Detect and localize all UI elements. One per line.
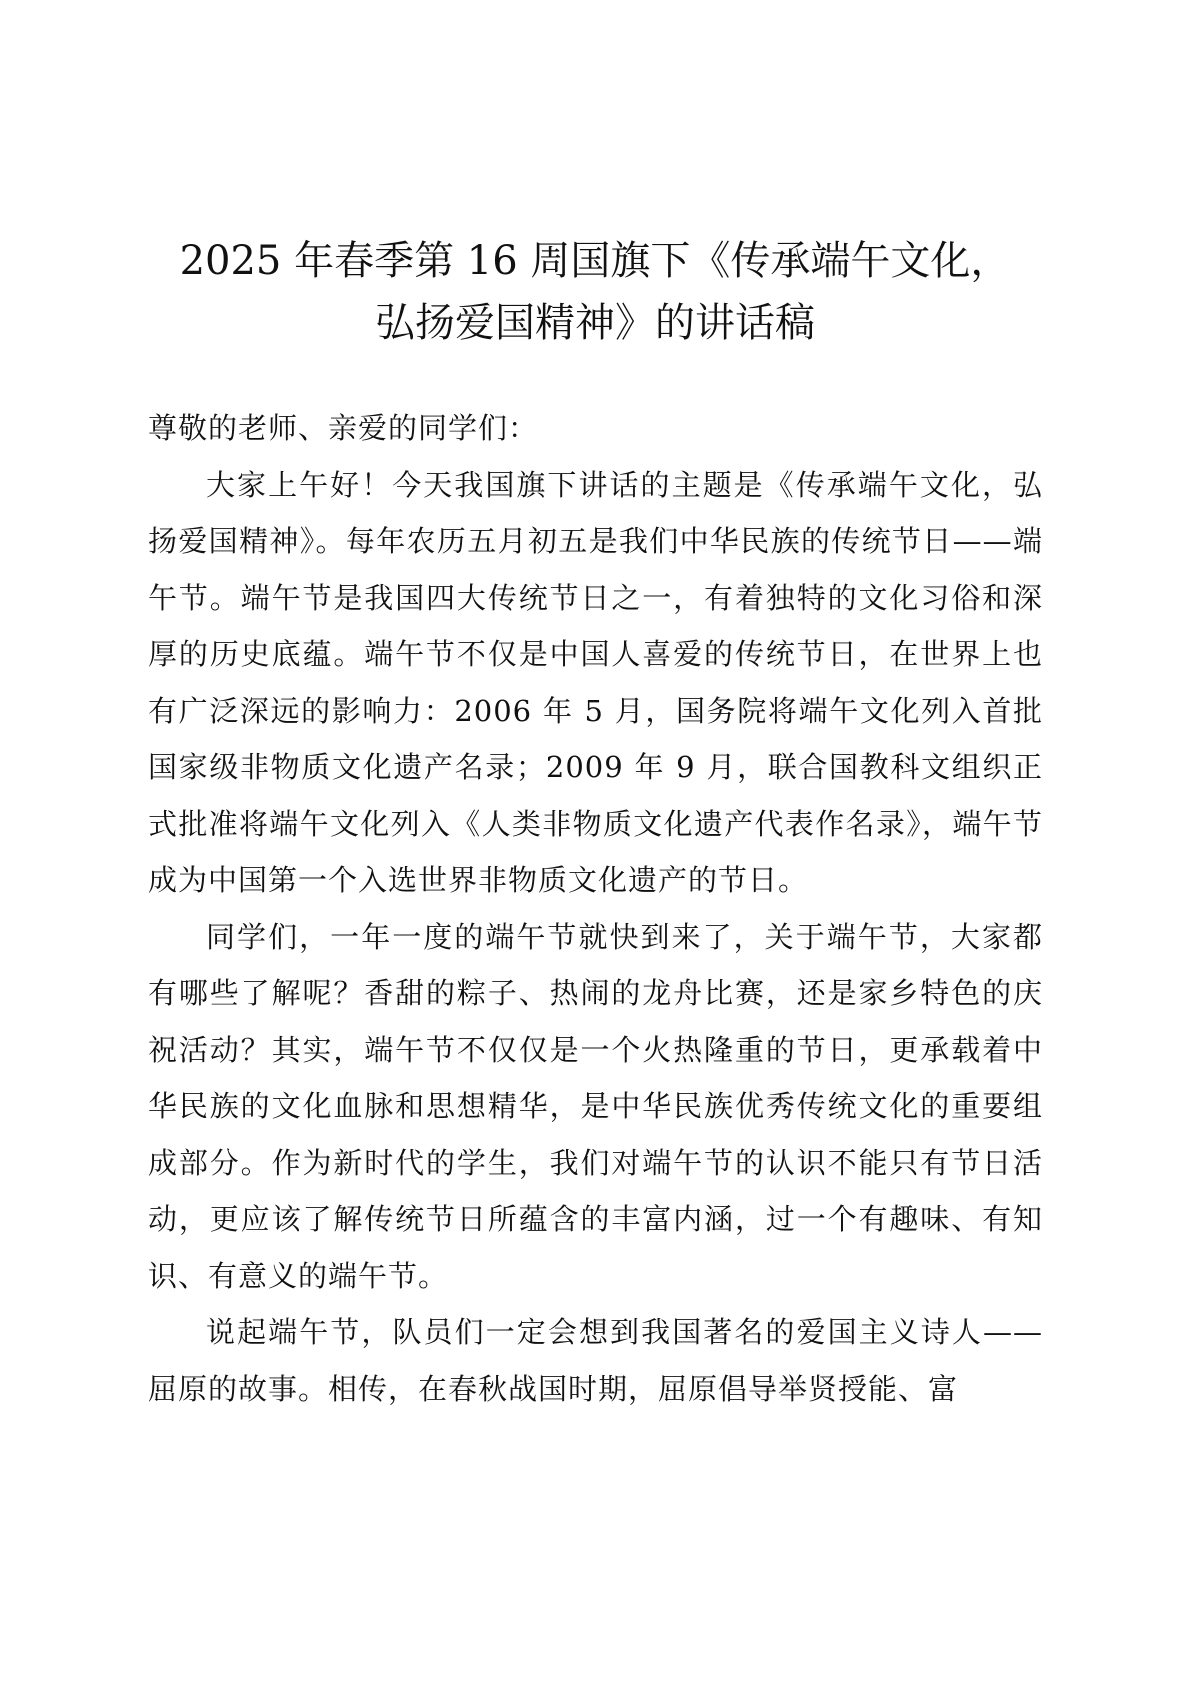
document-body [148,400,1043,1417]
document-title [120,230,1070,354]
title-line-1: 2025 年春季第 16 周国旗下《传承端午文化， [179,238,1011,284]
greeting: 尊敬的老师、亲爱的同学们： [148,411,539,445]
title-line-2: 弘扬爱国精神》的讲话稿 [375,300,815,346]
paragraph-3: 说起端午节，队员们一定会想到我国著名的爱国主义诗人——屈原的故事。相传，在春秋战国时期，屈原倡导举贤授能、富 [148,1315,1043,1406]
paragraph-1: 大家上午好！今天我国旗下讲话的主题是《传承端午文化，弘扬爱国精神》。每年农历五月初五是我们中华民族的传统节日——端午节。端午节是我国四大传统节日之一，有着独特的文化习俗和深厚的历史底蕴。端午节不仅是中国人喜爱的传统节日，在世界上也有广泛深远的影响力：2006 年 5 月，国务院将端午文化列入首批国家级非物质文化遗产名录；2009 年 9 月，联合国教科文组织正式批准将端午文化列入《人类非物质文化遗产代表作名录》，端午节成为中国第一个入选世界非物质文化遗产的节日。 [148,467,1043,897]
paragraph-2: 同学们，一年一度的端午节就快到来了，关于端午节，大家都有哪些了解呢？香甜的粽子、热闹的龙舟比赛，还是家乡特色的庆祝活动？其实，端午节不仅仅是一个火热隆重的节日，更承载着中华民族的文化血脉和思想精华，是中华民族优秀传统文化的重要组成部分。作为新时代的学生，我们对端午节的认识不能只有节日活动，更应该了解传统节日所蕴含的丰富内涵，过一个有趣味、有知识、有意义的端午节。 [148,919,1043,1293]
